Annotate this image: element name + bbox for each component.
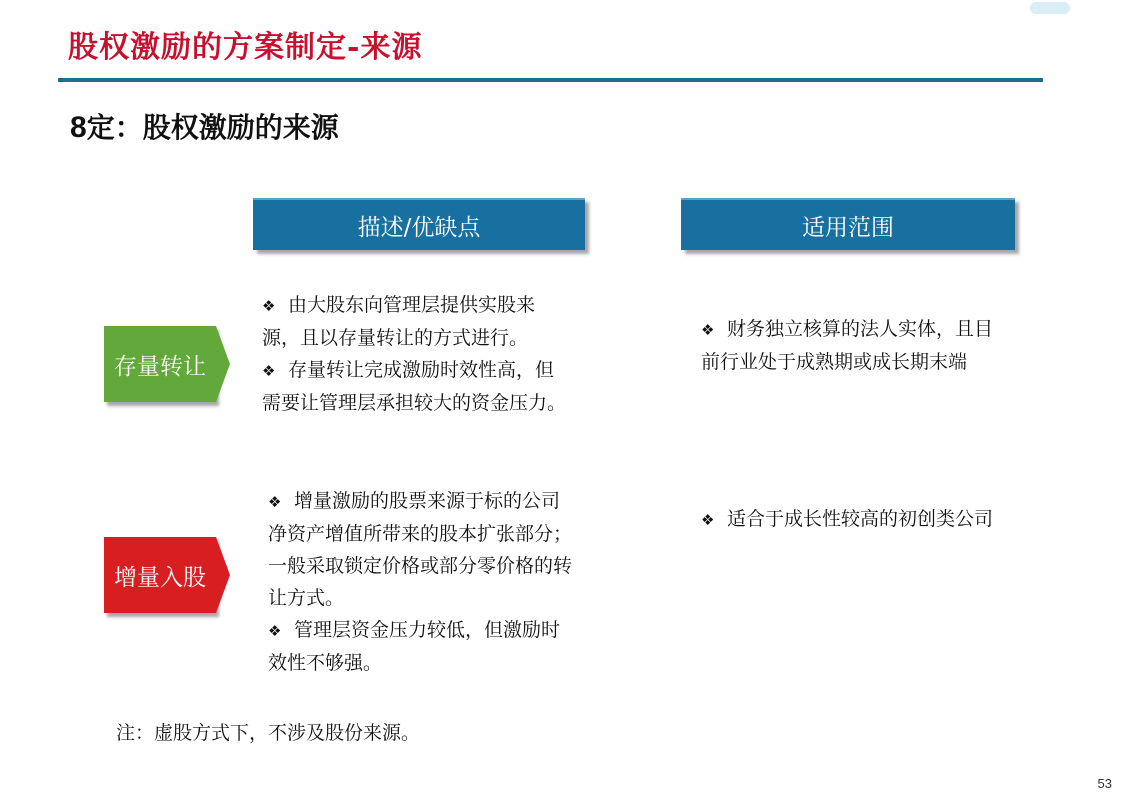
diamond-bullet-icon: ❖ — [262, 362, 276, 380]
header-scope-label: 适用范围 — [802, 214, 894, 241]
tag-stock-transfer — [104, 326, 216, 402]
diamond-bullet-icon: ❖ — [262, 297, 276, 315]
description-block-2 — [268, 485, 578, 679]
scope-item — [701, 313, 1011, 378]
section-heading-text: 定：股权激励的来源 — [86, 111, 339, 144]
header-description — [253, 198, 585, 250]
corner-decoration — [1030, 2, 1070, 14]
description-item — [268, 485, 578, 614]
scope-block-1 — [701, 313, 1011, 378]
footnote: 注：虚股方式下，不涉及股份来源。 — [116, 722, 421, 744]
diamond-bullet-icon: ❖ — [701, 511, 715, 529]
scope-block-2 — [701, 503, 1011, 536]
description-text: 由大股东向管理层提供实股来源，且以存量转让的方式进行。 — [262, 294, 536, 349]
description-text: 存量转让完成激励时效性高，但需要让管理层承担较大的资金压力。 — [262, 359, 567, 414]
scope-text: 适合于成长性较高的初创类公司 — [727, 508, 994, 530]
tag-stock-transfer-label: 存量转让 — [114, 353, 206, 380]
title-divider — [58, 78, 1043, 82]
description-block-1 — [262, 289, 572, 419]
header-description-label: 描述/优缺点 — [357, 214, 481, 241]
scope-text: 财务独立核算的法人实体，且目前行业处于成熟期或成长期末端 — [701, 318, 994, 373]
diamond-bullet-icon: ❖ — [268, 493, 282, 511]
description-item — [262, 354, 572, 419]
page-number: 53 — [1097, 776, 1112, 791]
scope-item — [701, 503, 1011, 536]
tag-incremental-shares-label: 增量入股 — [114, 564, 206, 591]
page-title: 股权激励的方案制定-来源 — [68, 30, 423, 65]
description-text: 管理层资金压力较低，但激励时效性不够强。 — [268, 619, 561, 674]
tag-incremental-shares — [104, 537, 216, 613]
section-number: 8 — [70, 111, 87, 144]
description-item — [268, 614, 578, 679]
section-heading — [70, 106, 339, 146]
description-text: 增量激励的股票来源于标的公司净资产增值所带来的股本扩张部分；一般采取锁定价格或部分零价格的转让方式。 — [268, 490, 573, 609]
diamond-bullet-icon: ❖ — [268, 622, 282, 640]
description-item — [262, 289, 572, 354]
header-scope — [681, 198, 1015, 250]
diamond-bullet-icon: ❖ — [701, 321, 715, 339]
